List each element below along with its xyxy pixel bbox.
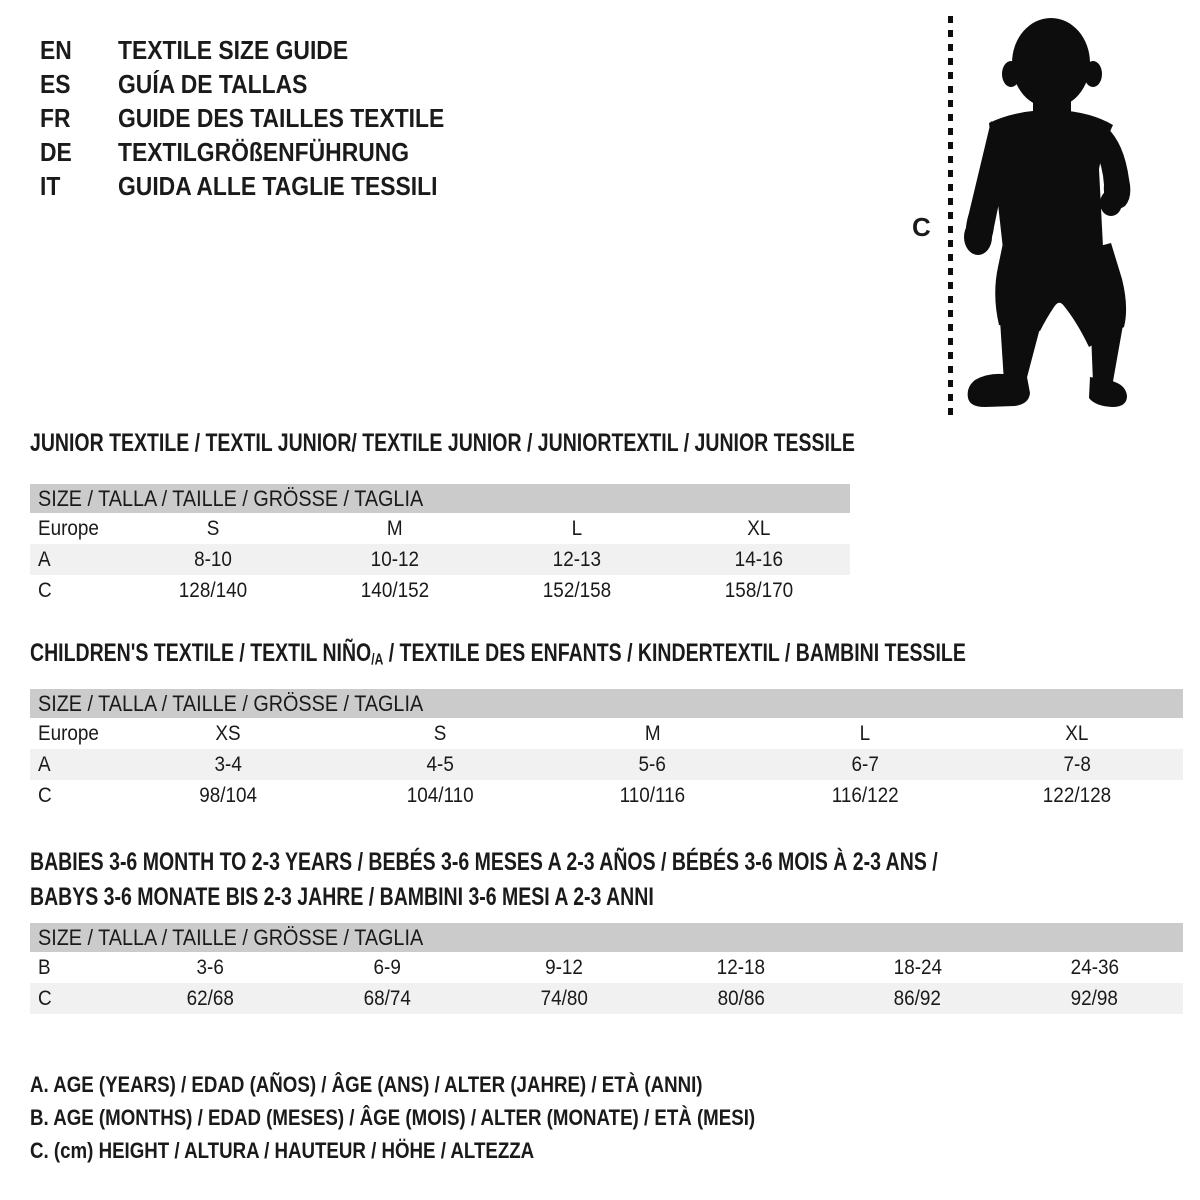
table-cell: XL: [747, 516, 771, 540]
table-cell: 92/98: [1070, 986, 1119, 1010]
table-cell: 86/92: [894, 986, 942, 1010]
table-cell: XL: [1065, 721, 1089, 745]
children-size-table: [30, 689, 1183, 811]
language-title-list: [40, 33, 489, 203]
language-code-es: ES: [40, 68, 71, 99]
junior-size-table: [30, 484, 850, 606]
row-label: B: [38, 955, 51, 979]
children-row-europe: [30, 718, 1183, 749]
babies-row-height: [30, 983, 1183, 1014]
table-cell: 8-10: [194, 547, 232, 571]
guide-title-es: GUÍA DE TALLAS: [118, 68, 308, 99]
language-row-en: [40, 33, 489, 67]
row-label: C: [38, 578, 52, 602]
table-cell: 10-12: [370, 547, 420, 571]
table-cell: 110/116: [619, 783, 686, 807]
table-cell: 140/152: [360, 578, 430, 602]
size-header-label: SIZE / TALLA / TAILLE / GRÖSSE / TAGLIA: [38, 690, 424, 716]
table-cell: XS: [215, 721, 241, 745]
size-header-band: [30, 923, 1183, 952]
table-cell: 18-24: [893, 955, 942, 979]
size-header-label: SIZE / TALLA / TAILLE / GRÖSSE / TAGLIA: [38, 924, 424, 950]
row-label: A: [38, 752, 51, 776]
table-cell: 9-12: [545, 955, 583, 979]
table-cell: 5-6: [638, 752, 667, 776]
table-cell: 14-16: [734, 547, 784, 571]
table-cell: 3-6: [196, 955, 225, 979]
measure-legend: [30, 1068, 883, 1167]
table-cell: L: [859, 721, 870, 745]
children-row-age: [30, 749, 1183, 780]
table-cell: M: [644, 721, 661, 745]
junior-row-age: [30, 544, 850, 575]
height-measure-label: C: [912, 212, 931, 242]
table-cell: 104/110: [406, 783, 474, 807]
table-cell: 128/140: [178, 578, 248, 602]
children-row-height: [30, 780, 1183, 811]
guide-title-de: TEXTILGRÖßENFÜHRUNG: [118, 136, 410, 167]
guide-title-en: TEXTILE SIZE GUIDE: [118, 34, 349, 65]
table-cell: 6-9: [373, 955, 401, 979]
language-code-fr: FR: [40, 102, 71, 133]
table-cell: 62/68: [186, 986, 235, 1010]
row-label: A: [38, 547, 51, 571]
table-cell: 12-13: [552, 547, 602, 571]
row-label: Europe: [38, 721, 99, 745]
table-cell: 80/86: [717, 986, 765, 1010]
table-cell: 74/80: [540, 986, 588, 1010]
language-row-it: [40, 169, 489, 203]
size-header-label: SIZE / TALLA / TAILLE / GRÖSSE / TAGLIA: [38, 485, 424, 511]
legend-line-b: B. AGE (MONTHS) / EDAD (MESES) / ÂGE (MOIS) / ALTER (MONATE) / ETÀ (MESI): [30, 1104, 756, 1130]
table-cell: 3-4: [214, 752, 242, 776]
guide-title-fr: GUIDE DES TAILLES TEXTILE: [118, 102, 445, 133]
guide-title-it: GUIDA ALLE TAGLIE TESSILI: [118, 170, 438, 201]
junior-row-europe: [30, 513, 850, 544]
junior-section-heading: JUNIOR TEXTILE / TEXTIL JUNIOR/ TEXTILE JUNIOR / JUNIORTEXTIL / JUNIOR TESSILE: [30, 429, 855, 457]
babies-section-heading: BABIES 3-6 MONTH TO 2-3 YEARS / BEBÉS 3-6 MESES A 2-3 AÑOS / BÉBÉS 3-6 MOIS À 2-3 ANS / BABYS 3-6 MONATE BIS 2-3 JAHRE / BAMBINI 3-6 MESI A 2-3 ANNI: [30, 848, 938, 911]
row-label: Europe: [38, 516, 99, 540]
table-cell: 24-36: [1070, 955, 1119, 979]
table-cell: M: [387, 516, 403, 540]
babies-row-months: [30, 952, 1183, 983]
language-code-en: EN: [40, 34, 72, 65]
table-cell: S: [433, 721, 447, 745]
height-measure-dashed-line: [948, 16, 953, 417]
table-cell: 152/158: [542, 578, 612, 602]
language-code-de: DE: [40, 136, 72, 167]
language-code-it: IT: [40, 170, 61, 201]
table-cell: 6-7: [851, 752, 879, 776]
size-header-band: [30, 484, 850, 513]
table-cell: 158/170: [724, 578, 794, 602]
table-cell: 116/122: [831, 783, 899, 807]
table-cell: S: [206, 516, 220, 540]
table-cell: 68/74: [363, 986, 411, 1010]
children-section-heading: CHILDREN'S TEXTILE / TEXTIL $NIÑO_{/A}$ / TEXTILE DES ENFANTS / KINDERTEXTIL / BAMBINI TESSILE: [30, 639, 966, 669]
size-header-band: [30, 689, 1183, 718]
heading-subscript: /A: [371, 651, 384, 669]
row-label: C: [38, 986, 52, 1010]
legend-line-c: C. (cm) HEIGHT / ALTURA / HAUTEUR / HÖHE / ALTEZZA: [30, 1137, 535, 1163]
language-row-de: [40, 135, 489, 169]
junior-row-height: [30, 575, 850, 606]
language-row-es: [40, 67, 489, 101]
table-cell: 4-5: [426, 752, 454, 776]
table-cell: 122/128: [1042, 783, 1112, 807]
table-cell: 12-18: [716, 955, 766, 979]
table-cell: 7-8: [1063, 752, 1091, 776]
legend-line-a: A. AGE (YEARS) / EDAD (AÑOS) / ÂGE (ANS) / ALTER (JAHRE) / ETÀ (ANNI): [30, 1071, 703, 1097]
row-label: C: [38, 783, 52, 807]
table-cell: 98/104: [199, 783, 258, 807]
babies-size-table: [30, 923, 1183, 1014]
toddler-silhouette-icon: [963, 17, 1138, 417]
language-row-fr: [40, 101, 489, 135]
table-cell: L: [571, 516, 583, 540]
